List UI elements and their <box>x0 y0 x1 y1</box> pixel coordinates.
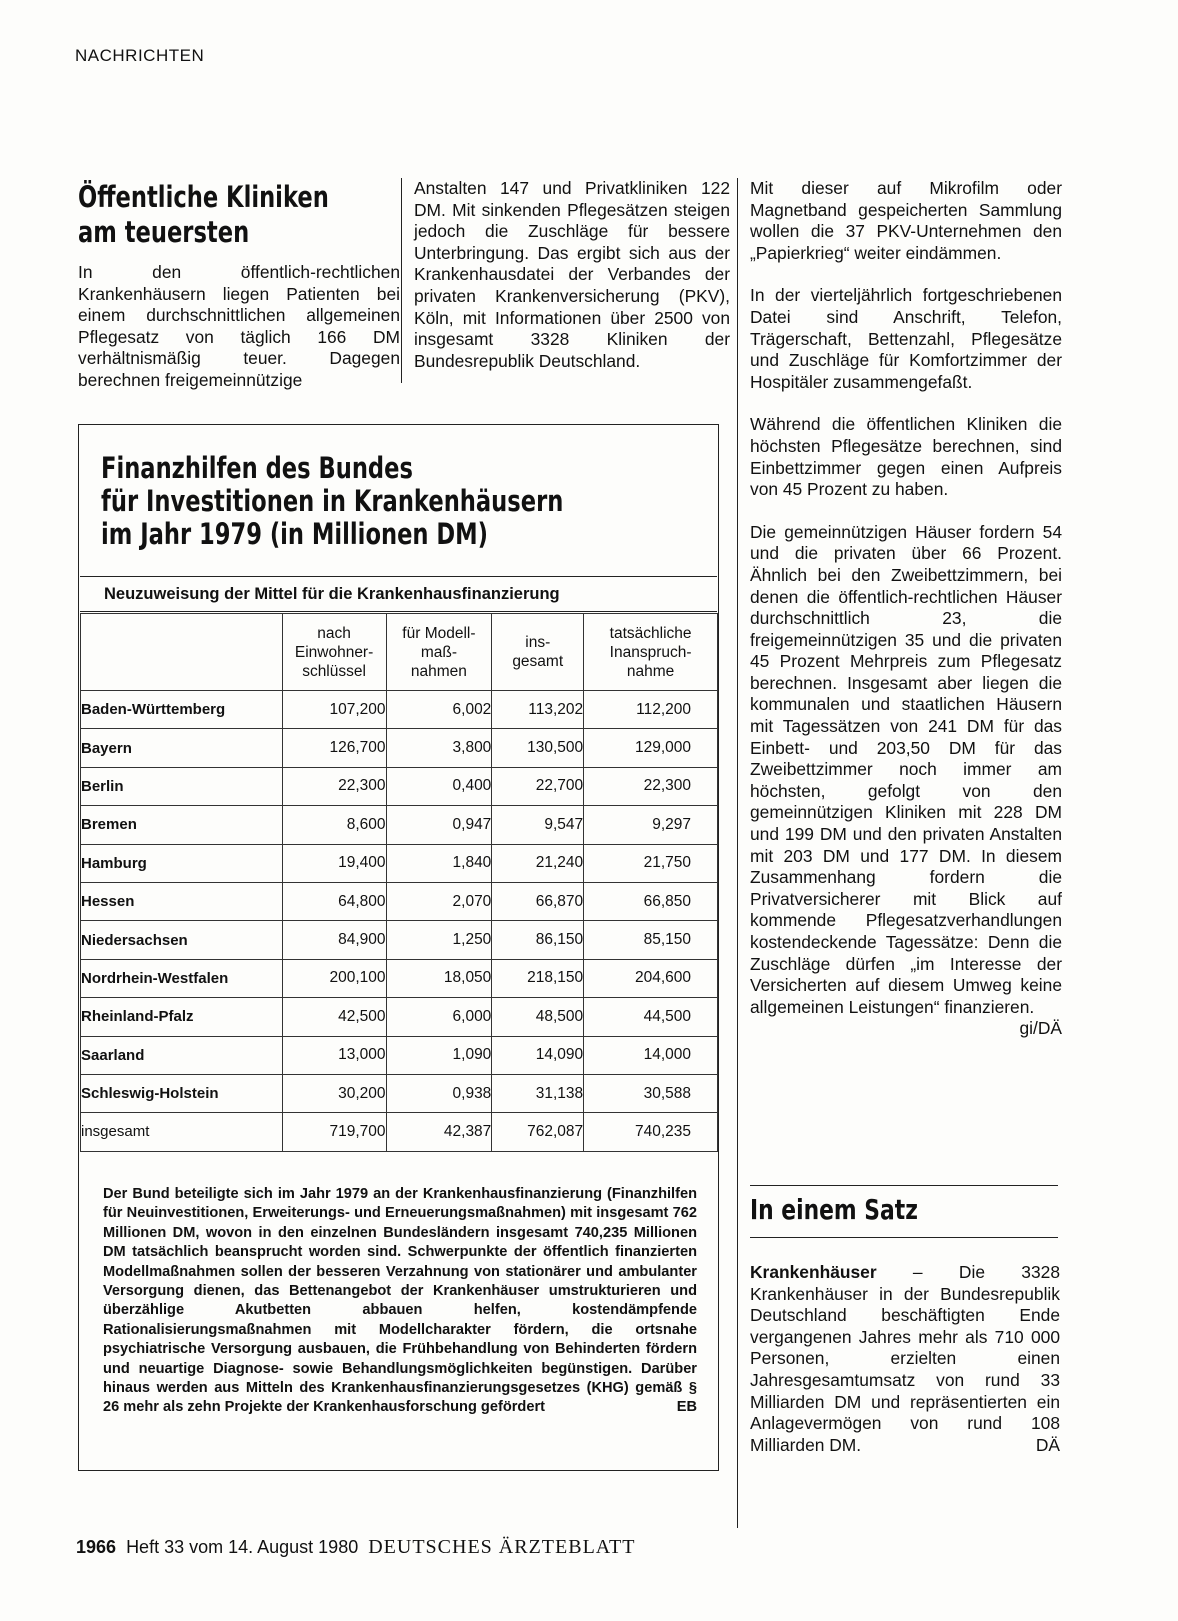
table-header-row <box>81 614 718 691</box>
table-cell: 112,200 <box>584 691 718 729</box>
land-name: Rheinland-Pfalz <box>81 998 283 1036</box>
table-cell: 14,090 <box>492 1036 584 1074</box>
article-paragraph-text: Die gemeinnützigen Häuser fordern 54 und die privaten über 66 Prozent. Ähnlich bei den Zweibettzimmern, bei denen die öffentlich-rechtlichen Häuser durchschnittlich 23, die freigemeinnützigen 35 und die privaten 45 Prozent Mehrpreis zum Pflegesatz berechnen. Insgesamt aber liegen die kommunalen und staatlichen Häusern mit Tagessätzen von 241 DM für das Einbett- und 203,50 DM für das Zweibettzimmer noch immer am höchsten, gefolgt von den gemeinnützigen Kliniken mit 228 DM und 199 DM und den privaten Anstalten mit 203 DM und 177 DM. In diesem Zusammenhang fordern die Privatversicherer mit Blick auf kommende Pflegesatzverhandlungen kostendeckende Tagessätze: Denn die Zuschläge dürfen „im Interesse der Versicherten auf diesem Umweg keine allgemeinen Leistungen“ finanzieren. <box>750 521 1062 1017</box>
column-divider <box>401 178 402 383</box>
header-insgesamt: ins- gesamt <box>492 614 584 691</box>
table-row <box>81 844 718 882</box>
table-cell: 30,588 <box>584 1074 718 1112</box>
satz-text: – Die 3328 Krankenhäuser in der Bundesrepublik Deutschland beschäftigten Ende vergangenen Jahres mehr als 710 000 Personen, erzielten einen Jahresgesamtumsatz von rund 33 Milliarden DM und repräsentierten ein Anlagevermögen von rund 108 Milliarden DM. <box>750 1262 1060 1455</box>
article-paragraph: Während die öffentlichen Kliniken die höchsten Pflegesätze berechnen, sind Einbettzimmer gegen einen Aufpreis von 45 Prozent zu haben. <box>750 414 1062 500</box>
land-name: Baden-Württemberg <box>81 691 283 729</box>
header-modellmassnahmen: für Modell- maß- nahmen <box>386 614 492 691</box>
table-row <box>81 767 718 805</box>
article-title <box>78 180 329 250</box>
funding-table <box>80 613 718 1152</box>
table-row <box>81 1036 718 1074</box>
table-cell: 740,235 <box>584 1113 718 1151</box>
table-cell: 0,947 <box>386 806 492 844</box>
issue-info: Heft 33 vom 14. August 1980 <box>126 1537 359 1557</box>
table-cell: 85,150 <box>584 921 718 959</box>
page-footer <box>76 1536 635 1559</box>
table-cell: 0,400 <box>386 767 492 805</box>
table-row <box>81 1074 718 1112</box>
table-cell: 22,300 <box>282 767 386 805</box>
table-cell: 218,150 <box>492 959 584 997</box>
box-title-line1: Finanzhilfen des Bundes <box>101 451 413 485</box>
article-column-3 <box>750 178 1062 1040</box>
table-cell: 30,200 <box>282 1074 386 1112</box>
table-cell: 130,500 <box>492 729 584 767</box>
table-cell: 42,387 <box>386 1113 492 1151</box>
table-cell: 21,240 <box>492 844 584 882</box>
table-cell: 22,700 <box>492 767 584 805</box>
table-row <box>81 959 718 997</box>
table-cell: 21,750 <box>584 844 718 882</box>
land-name: Schleswig-Holstein <box>81 1074 283 1112</box>
article-title-line1: Öffentliche Kliniken <box>78 180 329 214</box>
box-title-line3: im Jahr 1979 (in Millionen DM) <box>101 517 489 551</box>
table-cell: 66,870 <box>492 882 584 920</box>
table-cell: 13,000 <box>282 1036 386 1074</box>
satz-paragraph <box>750 1262 1060 1456</box>
table-cell: 719,700 <box>282 1113 386 1151</box>
land-name: Saarland <box>81 1036 283 1074</box>
table-cell: 0,938 <box>386 1074 492 1112</box>
satz-rule-bottom <box>750 1237 1058 1238</box>
table-row <box>81 729 718 767</box>
box-note-text: Der Bund beteiligte sich im Jahr 1979 an der Krankenhausfinanzierung (Finanzhilfen für Neuinvestitionen, Erweiterungs- und Erneuerungsmaßnahmen) mit insgesamt 762 Millionen DM, wovon in den einzelnen Bundesländern insgesamt 740,235 Millionen DM tatsächlich beansprucht worden sind. Schwerpunkte der öffentlich finanzierten Modellmaßnahmen sollen der besseren Verzahnung von stationärer und ambulanter Versorgung dienen, das Bettenangebot der Krankenhäuser umstrukturieren und überzählige Akutbetten abbauen helfen, kostendämpfende Rationalisierungsmaßnahmen mit Modellcharakter fördern, die ortsnahe psychiatrische Versorgung ausbauen, die Frühbehandlung von Behinderten fördern und neuartige Diagnose- sowie Behandlungsmöglichkeiten begünstigen. Darüber hinaus werden aus Mitteln des Krankenhausfinanzierungsgesetzes (KHG) gemäß § 26 mehr als zehn Projekte der Krankenhausforschung gefördert <box>103 1186 697 1416</box>
box-note-signature: EB <box>676 1399 697 1416</box>
satz-signature: DÄ <box>1035 1434 1060 1455</box>
table-cell: 9,297 <box>584 806 718 844</box>
table-cell: 66,850 <box>584 882 718 920</box>
table-row <box>81 882 718 920</box>
table-cell: 204,600 <box>584 959 718 997</box>
table-cell: 31,138 <box>492 1074 584 1112</box>
column-divider <box>737 178 738 1528</box>
table-cell: 107,200 <box>282 691 386 729</box>
table-cell: 14,000 <box>584 1036 718 1074</box>
table-cell: 64,800 <box>282 882 386 920</box>
header-inanspruchnahme: tatsächliche Inanspruch- nahme <box>584 614 718 691</box>
header-einwohnerschluessel: nach Einwohner- schlüssel <box>282 614 386 691</box>
table-cell: 1,250 <box>386 921 492 959</box>
table-cell: 2,070 <box>386 882 492 920</box>
land-name: Niedersachsen <box>81 921 283 959</box>
article-paragraph: In der vierteljährlich fortgeschriebenen Datei sind Anschrift, Telefon, Trägerschaft, Bettenzahl, Pflegesätze und Zuschläge für Komfortzimmer der Hospitäler zusammengefaßt. <box>750 285 1062 392</box>
table-row <box>81 691 718 729</box>
table-cell: 8,600 <box>282 806 386 844</box>
table-cell: 22,300 <box>584 767 718 805</box>
land-name: Bayern <box>81 729 283 767</box>
article-paragraph: In den öffentlich-rechtlichen Krankenhäusern liegen Patienten bei einem durchschnittlichen allgemeinen Pflegesatz von täglich 166 DM verhältnismäßig teuer. Dagegen berechnen freigemeinnützige <box>78 262 400 390</box>
table-cell: 86,150 <box>492 921 584 959</box>
table-cell: 84,900 <box>282 921 386 959</box>
satz-rule-top <box>750 1185 1058 1186</box>
table-cell: 1,840 <box>386 844 492 882</box>
header-land <box>81 614 283 691</box>
article-paragraph: Anstalten 147 und Privatkliniken 122 DM. Mit sinkenden Pflegesätzen steigen jedoch die Zuschläge für bessere Unterbringung. Das ergibt sich aus der Krankenhausdatei der Verbandes der privaten Krankenversicherung (PKV), Köln, mit Informationen über 2500 von insgesamt 3328 Kliniken der Bundesrepublik Deutschland. <box>414 178 730 371</box>
table-cell: 1,090 <box>386 1036 492 1074</box>
table-cell: 19,400 <box>282 844 386 882</box>
satz-lead: Krankenhäuser <box>750 1262 877 1282</box>
table-cell: 48,500 <box>492 998 584 1036</box>
land-name: Hamburg <box>81 844 283 882</box>
article-title-line2: am teuersten <box>78 215 250 249</box>
table-row <box>81 998 718 1036</box>
table-row <box>81 806 718 844</box>
table-cell: 18,050 <box>386 959 492 997</box>
article-column-1 <box>78 262 400 392</box>
table-cell: 126,700 <box>282 729 386 767</box>
box-title-line2: für Investitionen in Krankenhäusern <box>101 484 564 518</box>
table-cell: 129,000 <box>584 729 718 767</box>
table-cell: 200,100 <box>282 959 386 997</box>
table-cell: 44,500 <box>584 998 718 1036</box>
journal-name: DEUTSCHES ÄRZTEBLATT <box>368 1536 636 1558</box>
table-row <box>81 921 718 959</box>
table-cell: 6,002 <box>386 691 492 729</box>
satz-title: In einem Satz <box>750 1193 918 1226</box>
table-cell: 3,800 <box>386 729 492 767</box>
land-name: Berlin <box>81 767 283 805</box>
article-signature: gi/DÄ <box>1019 1018 1062 1039</box>
table-caption: Neuzuweisung der Mittel für die Krankenhausfinanzierung <box>80 576 717 612</box>
table-cell: 42,500 <box>282 998 386 1036</box>
table-cell: 6,000 <box>386 998 492 1036</box>
article-column-2 <box>414 178 730 372</box>
satz-column <box>750 1262 1060 1456</box>
total-label: insgesamt <box>81 1113 283 1151</box>
box-title <box>101 452 563 551</box>
table-cell: 9,547 <box>492 806 584 844</box>
land-name: Hessen <box>81 882 283 920</box>
table-total-row <box>81 1113 718 1151</box>
land-name: Bremen <box>81 806 283 844</box>
page-number: 1966 <box>76 1537 117 1557</box>
land-name: Nordrhein-Westfalen <box>81 959 283 997</box>
section-label: NACHRICHTEN <box>75 46 205 65</box>
table-cell: 762,087 <box>492 1113 584 1151</box>
article-paragraph <box>750 521 1062 1039</box>
box-note <box>103 1185 697 1418</box>
table-cell: 113,202 <box>492 691 584 729</box>
article-paragraph: Mit dieser auf Mikrofilm oder Magnetband gespeicherten Sammlung wollen die 37 PKV-Unternehmen den „Papierkrieg“ weiter eindämmen. <box>750 178 1062 263</box>
